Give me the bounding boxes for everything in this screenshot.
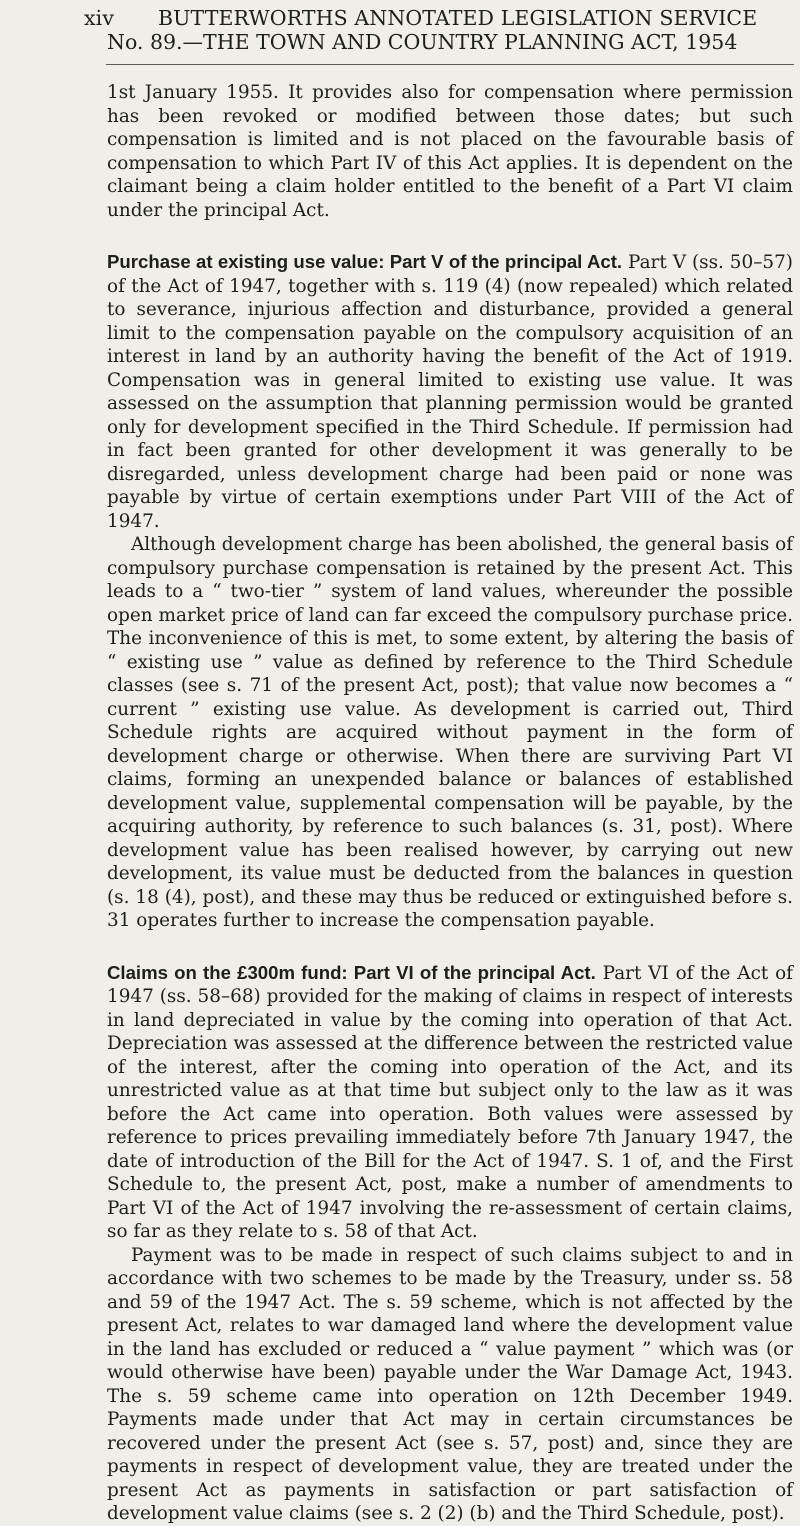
section-heading-purchase: Purchase at existing use value: Part V of the principal Act. xyxy=(107,251,623,272)
header-line-1 xyxy=(84,6,784,30)
section-claims-text: Part VI of the Act of 1947 (ss. 58–68) provided for the making of claims in respect of interests in land depreciated in value by the coming into operation of that Act. Depreciation was assessed at the difference between the restricted value of the interest, after the coming into operation of the Act, and its unrestricted value as at that time but subject only to the law as it was before the Act came into operation. Both values were assessed by reference to prices prevailing immediately before 7th January 1947, the date of introduction of the Bill for the Act of 1947. S. 1 of, and the First Schedule to, the present Act, post, make a number of amendments to Part VI of the Act of 1947 involving the re-assessment of certain claims, so far as they relate to s. 58 of that Act. xyxy=(107,962,793,1242)
section-claims-paragraph xyxy=(107,961,793,1244)
section-purchase-paragraph-2: Although development charge has been abolished, the general basis of compulsory purchase compensation is retained by the present Act. This leads to a “ two-tier ” system of land values, whereunder the possible open market price of land can far exceed the compulsory purchase price. The inconvenience of this is met, to some extent, by altering the basis of “ existing use ” value as defined by reference to the Third Schedule classes (see s. 71 of the present Act, post); that value now becomes a “ current ” existing use value. As development is carried out, Third Schedule rights are acquired without payment in the form of development charge or otherwise. When there are surviving Part VI claims, forming an unexpended balance or balances of established development value, supplemental compensation will be payable, by the acquiring authority, by reference to such balances (s. 31, post). Where development value has been realised however, by carrying out new development, its value must be deducted from the balances in question (s. 18 (4), post), and these may thus be reduced or extinguished before s. 31 operates further to increase the compensation payable. xyxy=(107,534,793,931)
running-header xyxy=(84,6,784,54)
section-claims-paragraph-2: Payment was to be made in respect of such claims subject to and in accordance with two schemes to be made by the Treasury, under ss. 58 and 59 of the 1947 Act. The s. 59 scheme, which is not affected by the present Act, relates to war damaged land where the development value in the land has excluded or reduced a “ value payment ” which was (or would otherwise have been) payable under the War Damage Act, 1943. The s. 59 scheme came into operation on 12th December 1949. Payments made under that Act may in certain circumstances be recovered under the present Act (see s. 57, post) and, since they are payments in respect of development value, they are treated under the present Act as payments in satisfaction or part satisfaction of development value claims (see s. 2 (2) (b) and the Third Schedule, post). xyxy=(107,1244,793,1524)
section-purchase-text: Part V (ss. 50–57) of the Act of 1947, together with s. 119 (4) (now repealed) which related to severance, injurious affection and disturbance, provided a general limit to the compensation payable on the compulsory acquisition of an interest in land by an authority having the benefit of the Act of 1919. Compensation was in general limited to existing use value. It was assessed on the assumption that planning permission would be granted only for development specified in the Third Schedule. If permission had in fact been granted for other development it was generally to be disregarded, unless development charge had been paid or none was payable by virtue of certain exemptions under Part VIII of the Act of 1947. xyxy=(107,252,793,532)
page-number: xiv xyxy=(84,6,114,30)
header-rule xyxy=(106,64,794,65)
act-title: No. 89.—THE TOWN AND COUNTRY PLANNING ACT, 1954 xyxy=(107,30,738,54)
intro-paragraph: 1st January 1955. It provides also for compensation where permission has been revoked or modified between those dates; but such compensation is limited and is not placed on the favourable basis of compensation to which Part IV of this Act applies. It is dependent on the claimant being a claim holder entitled to the benefit of a Part VI claim under the principal Act. xyxy=(107,82,793,221)
series-title: BUTTERWORTHS ANNOTATED LEGISLATION SERVICE xyxy=(158,6,758,30)
section-purchase-paragraph xyxy=(107,250,793,533)
section-heading-claims: Claims on the £300m fund: Part VI of the principal Act. xyxy=(107,961,596,983)
body-text xyxy=(107,81,793,1526)
